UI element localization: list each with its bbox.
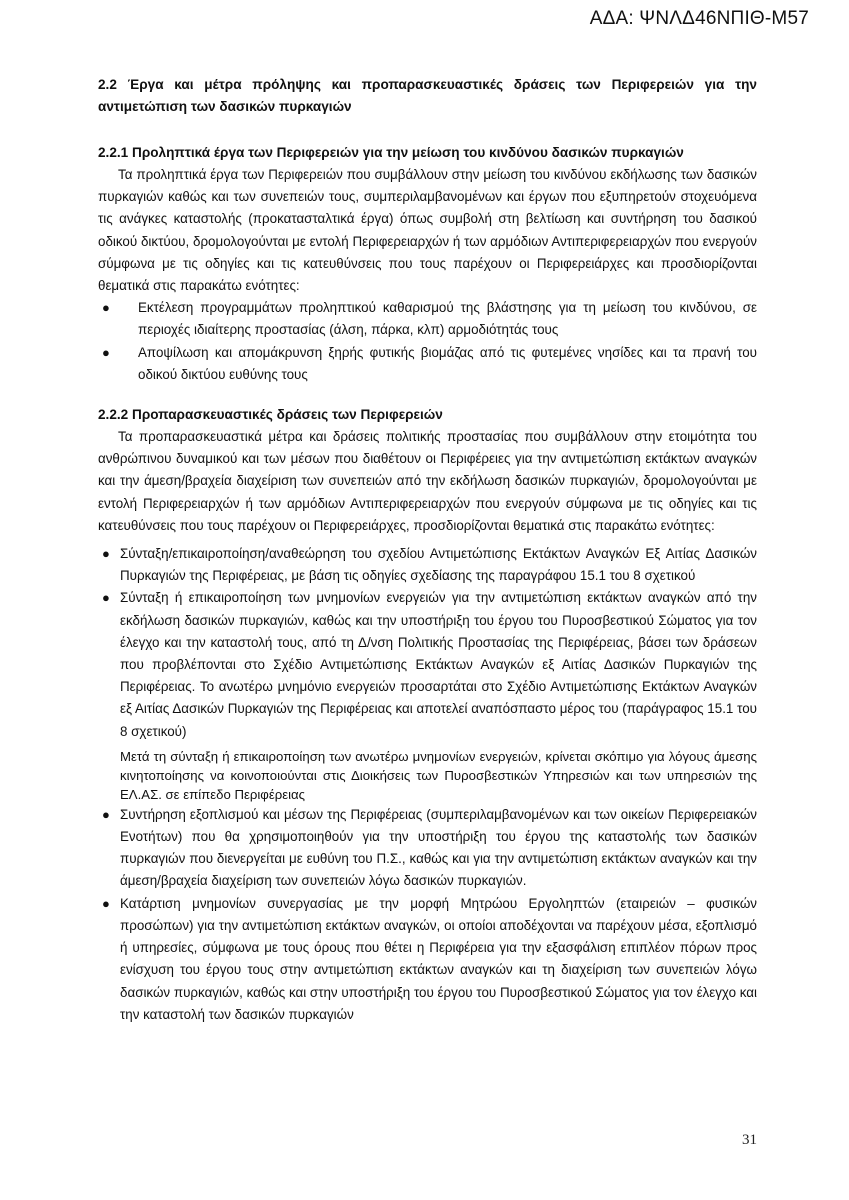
list-item-text: Κατάρτιση μνημονίων συνεργασίας με την μορφή Μητρώου Εργοληπτών (εταιρειών – φυσικών προσώπων) για την αντιμετώπιση εκτάκτων αναγκών, οι οποίοι αποδέχονται να παρέχουν μέσα, εξοπλισμό ή υπηρεσίες, σύμφωνα με τους όρους που θέτει η Περιφέρεια για την εξασφάλιση επιπλέον πόρων προς ενίσχυση του έργου τους στην αντιμετώπιση εκτάκτων αναγκών και τη διαχείριση των συνεπειών λόγω δασικών πυρκαγιών, καθώς και στην υποστήριξη του έργου του Πυροσβεστικού Σώματος για τον έλεγχο και την καταστολή των δασικών πυρκαγιών [120, 895, 757, 1022]
list-item-text: Εκτέλεση προγραμμάτων προληπτικού καθαρισμού της βλάστησης για τη μείωση του κινδύνου, σε περιοχές ιδιαίτερης προστασίας (άλση, πάρκα, κλπ) αρμοδιότητάς τους [138, 300, 757, 338]
bullet-icon: ● [102, 895, 110, 911]
subsection-heading-preparatory-actions: 2.2.2 Προπαρασκευαστικές δράσεις των Περιφερειών [98, 407, 443, 423]
paragraph-preventive-works: Τα προληπτικά έργα των Περιφερειών που συμβάλλουν στην μείωση του κινδύνου εκδήλωσης των δασικών πυρκαγιών καθώς και των συνεπειών τους, συμπεριλαμβανομένων και έργων που εξυπηρετούν στοχευόμενα τις ανάγκες καταστολής (προκατασταλτικά έργα) όπως συμβολή στη βελτίωση και συντήρηση του δασικού οδικού δικτύου, δρομολογούνται με εντολή Περιφερειαρχών ή των αρμόδιων Αντιπεριφερειαρχών που ενεργούν σύμφωνα με τις οδηγίες και τις κατευθύνσεις που τους παρέχουν οι Περιφερειάρχες και προσδιορίζονται θεματικά στις παρακάτω ενότητες: [98, 167, 757, 294]
bullet-list-preventive-works [98, 297, 757, 386]
list-item [98, 893, 757, 1026]
paragraph-preparatory-actions: Τα προπαρασκευαστικά μέτρα και δράσεις πολιτικής προστασίας που συμβάλλουν στην ετοιμότητα του ανθρώπινου δυναμικού και των μέσων που διαθέτουν οι Περιφέρειες για την αντιμετώπιση εκτάκτων αναγκών και την άμεση/βραχεία διαχείριση των συνεπειών από την εκδήλωση δασικών πυρκαγιών, δρομολογούνται με εντολή Περιφερειαρχών ή των αρμόδιων Αντιπεριφερειαρχών που ενεργούν σύμφωνα με τις οδηγίες και τις κατευθύνσεις που τους παρέχουν οι Περιφερειάρχες, προσδιορίζονται θεματικά στις παρακάτω ενότητες: [98, 429, 757, 533]
list-item [98, 543, 757, 587]
list-item [98, 297, 757, 341]
bullet-icon: ● [102, 590, 110, 606]
subsection-heading-preventive-works: 2.2.1 Προληπτικά έργα των Περιφερειών για την μείωση του κινδύνου δασικών πυρκαγιών [98, 145, 684, 160]
page-number: 31 [742, 1132, 757, 1148]
bullet-icon: ● [102, 806, 110, 822]
list-item [98, 804, 757, 893]
list-item-note: Μετά τη σύνταξη ή επικαιροποίηση των ανωτέρω μνημονίων ενεργειών, κρίνεται σκόπιμο για λόγους άμεσης κινητοποίησης να κοινοποιούνται στις Διοικήσεις των Πυροσβεστικών Υπηρεσιών και των υπηρεσιών της ΕΛ.ΑΣ. σε επίπεδο Περιφέρειας [120, 748, 757, 802]
bullet-icon: ● [102, 344, 110, 360]
list-item-text: Σύνταξη ή επικαιροποίηση των μνημονίων ενεργειών για την αντιμετώπιση εκτάκτων αναγκών από την εκδήλωση δασικών πυρκαγιών, καθώς και την υποστήριξη του έργου του Πυροσβεστικού Σώματος για τον έλεγχο και την καταστολή τους, από τη Δ/νση Πολιτικής Προστασίας της Περιφέρειας, βάσει των δράσεων που προβλέπονται στο Σχέδιο Αντιμετώπισης Εκτάκτων Αναγκών εξ Αιτίας Δασικών Πυρκαγιών της Περιφέρειας. Το ανωτέρω μνημόνιο ενεργειών προσαρτάται στο Σχέδιο Αντιμετώπισης Εκτάκτων Αναγκών εξ Αιτίας Δασικών Πυρκαγιών της Περιφέρειας και αποτελεί αναπόσπαστο μέρος του (παράγραφος 15.1 του 8 σχετικού) [120, 590, 757, 739]
bullet-icon: ● [102, 546, 110, 562]
list-item-text: Συντήρηση εξοπλισμού και μέσων της Περιφέρειας (συμπεριλαμβανομένων και των οικείων Περιφερειακών Ενοτήτων) που θα χρησιμοποιηθούν για την υποστήριξη του έργου της καταστολής των δασικών πυρκαγιών που διενεργείται με ευθύνη του Π.Σ., καθώς και για την αντιμετώπιση εκτάκτων αναγκών και την άμεση/βραχεία διαχείριση των συνεπειών λόγω δασικών πυρκαγιών. [120, 806, 757, 889]
bullet-icon: ● [102, 300, 110, 316]
ada-code: ΑΔΑ: ΨΝΛΔ46ΝΠΙΘ-Μ57 [589, 8, 809, 29]
section-heading: 2.2 Έργα και μέτρα πρόληψης και προπαρασκευαστικές δράσεις των Περιφερειών για την αντιμετώπιση των δασικών πυρκαγιών [98, 77, 757, 114]
list-item-text: Αποψίλωση και απομάκρυνση ξηρής φυτικής βιομάζας από τις φυτεμένες νησίδες και τα πρανή του οδικού δικτύου ευθύνης τους [138, 344, 757, 382]
list-item [98, 587, 757, 803]
bullet-list-preparatory-actions [98, 543, 757, 1026]
document-body [98, 74, 757, 1026]
list-item-text: Σύνταξη/επικαιροποίηση/αναθεώρηση του σχεδίου Αντιμετώπισης Εκτάκτων Αναγκών Εξ Αιτίας Δασικών Πυρκαγιών της Περιφέρειας, με βάση τις οδηγίες σχεδίασης της παραγράφου 15.1 του 8 σχετικού [120, 546, 757, 584]
list-item [98, 342, 757, 386]
